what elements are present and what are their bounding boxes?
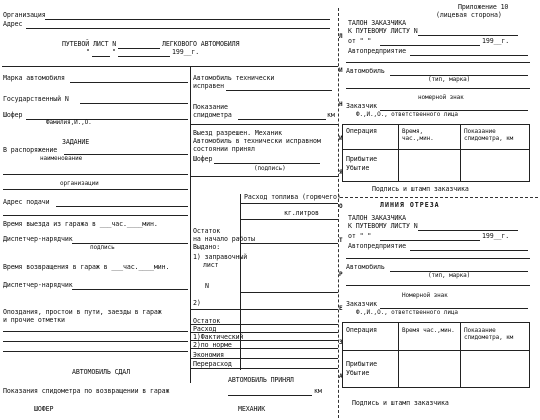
enterprise-label-2: Автопредприятие bbox=[348, 242, 407, 250]
cut-letter: Р bbox=[339, 271, 343, 278]
gov-number-line bbox=[80, 103, 188, 104]
from-date-line bbox=[380, 45, 480, 46]
sign-stamp-label: Подпись и штамп заказчика bbox=[372, 185, 469, 193]
year-label-2: 199__г. bbox=[482, 232, 510, 240]
customer-label: Заказчик bbox=[346, 102, 377, 110]
delivery-address-line-2 bbox=[3, 215, 188, 216]
exit-allowed-label: Выезд разрешен. Механик bbox=[193, 129, 283, 137]
date-day-line bbox=[92, 56, 110, 57]
car-ok-label-2: исправен bbox=[193, 82, 224, 90]
name-hint: наименование bbox=[40, 155, 83, 162]
economy-label: Экономия bbox=[193, 351, 224, 359]
disposal-line bbox=[64, 154, 188, 155]
cut-line-label: ЛИНИЯ ОТРЕЗА bbox=[380, 201, 440, 209]
signature-hint: подпись bbox=[90, 244, 115, 251]
cut-letter: О bbox=[339, 203, 343, 210]
driver-signature-label: ШОФЕР bbox=[34, 405, 54, 413]
second-line bbox=[190, 309, 338, 310]
return-time-label: Время возвращения в гараж в ___час.____мин. bbox=[3, 263, 170, 271]
middle-driver-label: Шофер bbox=[193, 155, 213, 163]
enterprise-label: Автопредприятие bbox=[348, 47, 407, 55]
enterprise-line bbox=[410, 55, 528, 56]
from-date-line-2 bbox=[380, 240, 480, 241]
from-date-label-2: от " " bbox=[348, 232, 372, 240]
at-start-label: на начало работы bbox=[193, 235, 255, 243]
dispatcher-label: Диспетчер-нарядчик bbox=[3, 235, 73, 243]
enterprise-line-3 bbox=[410, 250, 528, 251]
table2-header-operation: Операция bbox=[346, 326, 377, 334]
date-month-line bbox=[118, 56, 170, 57]
enterprise-line-4 bbox=[346, 258, 530, 259]
delivery-address-line bbox=[56, 206, 188, 207]
car-line-4 bbox=[346, 285, 530, 286]
car-label-2: Автомобиль bbox=[346, 263, 385, 271]
reg-sign-hint-2: Номерной знак bbox=[402, 292, 448, 299]
by-card-label: 1) заправочный bbox=[193, 253, 248, 261]
speedo-return-label: Показания спидометра по возвращении в гараж bbox=[3, 387, 170, 395]
delays-label: Опоздания, простои в пути, заезды в гараж bbox=[3, 308, 162, 316]
fuel-column-divider bbox=[240, 194, 241, 370]
remaining-line bbox=[240, 243, 338, 244]
type-brand-hint-2: (тип, марка) bbox=[428, 272, 471, 279]
cut-letter: З bbox=[339, 339, 343, 346]
overuse-line bbox=[190, 368, 338, 369]
cut-letter: Т bbox=[339, 237, 343, 244]
coupon-table-col-1 bbox=[398, 124, 399, 181]
address-label: Адрес bbox=[3, 20, 23, 28]
cut-letter: И bbox=[339, 135, 343, 142]
table-header-operation: Операция bbox=[346, 127, 377, 135]
address-field-line bbox=[26, 28, 330, 29]
middle-divider-1 bbox=[190, 124, 338, 125]
from-date-label: от " " bbox=[348, 37, 372, 45]
car-ok-label: Автомобиль технически bbox=[193, 74, 275, 82]
consumption-label: Расход bbox=[193, 325, 217, 333]
disposal-line-2 bbox=[3, 174, 188, 175]
gov-number-label: Государственный N bbox=[3, 95, 69, 103]
car-ok-line bbox=[226, 90, 332, 91]
table2-row-departure: Убытие bbox=[346, 369, 370, 377]
cut-letter: А bbox=[339, 373, 343, 380]
table2-row-arrival: Прибытие bbox=[346, 360, 377, 368]
remain2-label: Остаток bbox=[193, 317, 221, 325]
delivery-address-label: Адрес подачи bbox=[3, 198, 50, 206]
car-brand-label: Марка автомобиля bbox=[3, 74, 65, 82]
issued-label: Выдано: bbox=[193, 243, 221, 251]
car-label: Автомобиль bbox=[346, 67, 385, 75]
cut-letter: Е bbox=[339, 305, 343, 312]
car-accepted-label: Автомобиль в технически исправном bbox=[193, 137, 321, 145]
by-card-line bbox=[240, 292, 338, 293]
speedo-label-2: спидометра bbox=[193, 111, 232, 119]
fio-resp-hint-2: Ф.,И.,О., ответственного лица bbox=[356, 309, 458, 316]
coupon-table-2-col-2 bbox=[460, 322, 461, 387]
organization-field-line bbox=[45, 19, 330, 20]
fuel-header-line bbox=[240, 219, 338, 220]
economy-line bbox=[190, 358, 338, 359]
column-divider bbox=[190, 66, 191, 383]
waybill-kind: ЛЕГКОВОГО АВТОМОБИЛЯ bbox=[162, 40, 240, 48]
fuel-heading-underline bbox=[240, 203, 338, 204]
fio-resp-hint: Ф.,И.,О., ответственного лица bbox=[356, 111, 458, 118]
delays-label-2: и прочие отметки bbox=[3, 316, 65, 324]
cut-line bbox=[340, 197, 538, 198]
table-header-time: Время, час.,мин. bbox=[402, 128, 434, 143]
customer-label-2: Заказчик bbox=[346, 300, 377, 308]
car-line-2 bbox=[346, 88, 530, 89]
side-label: (лицевая сторона) bbox=[436, 11, 502, 19]
table-row-arrival: Прибытие bbox=[346, 155, 377, 163]
by-card-label-2: лист bbox=[203, 261, 219, 269]
second-label: 2) bbox=[193, 299, 201, 307]
coupon-table-2-header-line bbox=[342, 350, 529, 351]
organization-line bbox=[3, 189, 188, 190]
date-quote-open: " bbox=[86, 48, 90, 56]
section-divider bbox=[2, 66, 338, 67]
disposal-label: В распоряжение bbox=[3, 146, 58, 154]
speedo-km: км bbox=[327, 111, 335, 119]
car-handed-label: АВТОМОБИЛЬ СДАЛ bbox=[72, 368, 131, 376]
waybill-number-line bbox=[118, 48, 160, 49]
coupon-table-header-line bbox=[342, 149, 529, 150]
cut-letter: Я bbox=[339, 169, 343, 176]
actual-label: 1)Фактический bbox=[193, 333, 244, 341]
delays-line-2 bbox=[3, 341, 188, 342]
waybill-number-line-2 bbox=[418, 230, 518, 231]
fuel-heading: Расход топлива (горючего) bbox=[244, 193, 341, 201]
table-row-departure: Убытие bbox=[346, 164, 370, 172]
date-year: 199__г. bbox=[172, 48, 200, 56]
mechanic-label: МЕХАНИК bbox=[238, 405, 266, 413]
overuse-label: Перерасход bbox=[193, 360, 232, 368]
speedo-label: Показание bbox=[193, 103, 228, 111]
waybill-title: ПУТЕВОЙ ЛИСТ N bbox=[62, 40, 117, 48]
car-accepted-title: АВТОМОБИЛЬ ПРИНЯЛ bbox=[228, 376, 294, 384]
organization-hint: организации bbox=[60, 180, 99, 187]
middle-driver-line bbox=[214, 163, 320, 164]
dispatcher-line-2 bbox=[72, 289, 188, 290]
middle-divider-2 bbox=[190, 176, 338, 177]
delays-line-3 bbox=[3, 351, 188, 352]
speedo-return-km: км bbox=[314, 387, 322, 395]
norm-label: 2)по норме bbox=[193, 341, 232, 349]
to-waybill-label-2: К ПУТЕВОМУ ЛИСТУ N bbox=[348, 222, 418, 230]
appendix-label: Приложение 10 bbox=[458, 3, 509, 11]
cut-letter: Л bbox=[339, 33, 343, 40]
date-quote-close: " bbox=[112, 48, 116, 56]
dispatcher-label-2: Диспетчер-нарядчик bbox=[3, 281, 73, 289]
reg-sign-hint: номерной знак bbox=[418, 94, 464, 101]
n-label: N bbox=[205, 282, 209, 290]
table2-header-speedo: Показание спидометра, км bbox=[464, 327, 514, 342]
norm-line bbox=[190, 348, 338, 349]
middle-signature-hint: (подпись) bbox=[254, 165, 286, 172]
task-heading: ЗАДАНИЕ bbox=[62, 138, 90, 146]
driver-label: Шофер bbox=[3, 111, 23, 119]
cut-letter: И bbox=[339, 67, 343, 74]
fio-hint: Фамилия,И.,О. bbox=[46, 119, 92, 126]
exit-time-label: Время выезда из гаража в ___час.____мин. bbox=[3, 220, 158, 228]
to-waybill-label: К ПУТЕВОМУ ЛИСТУ N bbox=[348, 27, 418, 35]
table2-header-time: Время час.,мин. bbox=[402, 327, 455, 334]
speedo-line bbox=[238, 119, 326, 120]
type-brand-hint: (тип, марка) bbox=[428, 76, 471, 83]
delays-line-1 bbox=[3, 331, 188, 332]
remaining-label: Остаток bbox=[193, 227, 221, 235]
coupon-table-2-col-1 bbox=[398, 322, 399, 387]
table-header-speedo: Показание спидометра, км bbox=[464, 128, 514, 143]
enterprise-line-2 bbox=[346, 62, 530, 63]
car-brand-line bbox=[70, 82, 188, 83]
cut-letter: Н bbox=[339, 101, 343, 108]
sign-stamp-label-2: Подпись и штамп заказчика bbox=[352, 399, 449, 407]
speedo-return-line bbox=[228, 395, 312, 396]
year-label: 199__г. bbox=[482, 37, 510, 45]
coupon-table-col-2 bbox=[460, 124, 461, 181]
coupon-title: ТАЛОН ЗАКАЗЧИКА bbox=[348, 19, 407, 27]
waybill-number-line bbox=[418, 35, 518, 36]
fuel-unit-label: кг.литров bbox=[284, 209, 319, 217]
car-accepted-label-2: состоянии принял bbox=[193, 145, 255, 153]
coupon-title-2: ТАЛОН ЗАКАЗЧИКА bbox=[348, 214, 407, 222]
organization-label: Организация bbox=[3, 11, 46, 19]
